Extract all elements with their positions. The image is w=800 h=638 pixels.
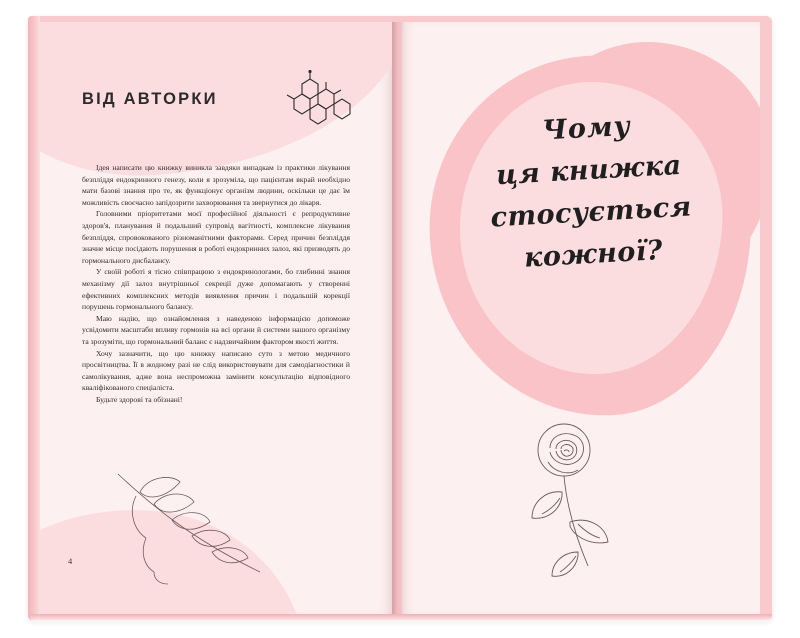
paragraph: Хочу зазначити, що цю книжку написано суто з метою медичного просвітництва. Її в жодному разі не слід використовувати для самодіагностики й самолікування, адже вона неспроможна замінити консультацію відповідного кваліфікованого спеціаліста. xyxy=(82,348,350,393)
heading-line: стосується xyxy=(489,191,693,234)
book-bottom-edge xyxy=(30,614,772,622)
rose-flower-icon xyxy=(502,418,672,593)
steroid-molecule-icon xyxy=(272,70,364,134)
paragraph: Маю надію, що ознайомлення з наведеною інформацією допоможе усвідомити масштаби впливу гормонів на всі органи й системи нашого організму та зрозуміти, що гормональний баланс є надзвичайним фактором якості життя. xyxy=(82,313,350,346)
book-spine-shadow xyxy=(392,22,404,614)
heading-line: ця книжка xyxy=(495,149,683,192)
heading-line: кожної? xyxy=(523,235,664,274)
paragraph: У своїй роботі я тісно співпрацюю з ендокринологами, бо глибинні знання механізму дії залоз внутрішньої секреції дуже допомагають у створенні ефективних комплексних методів виявлення причин і подальшій корекції порушень гормонального балансу. xyxy=(82,267,350,312)
page-number: 4 xyxy=(68,556,73,566)
paragraph: Ідея написати цю книжку виникла завдяки випадкам із практики лікування безпліддя ендокринного генезу, коли я зрозуміла, що пацієнтам вкрай необхідно мати базові знання про те, як функціонує організм людини, оскільки це дає їм можливість своєчасно запідозрити захворювання та звернутися до лікаря. xyxy=(82,163,350,207)
chapter-heading xyxy=(450,101,731,284)
paragraph: Будьте здорові та обізнані! xyxy=(96,394,183,404)
book-spine-edge xyxy=(28,16,40,620)
left-page xyxy=(40,22,392,614)
paragraph: Головними пріоритетами моєї професійної діяльності є репродуктивне здоров'я, планування й подальший супровід вагітності, комплексне лікування безпліддя, спровокованого різноманітними факторами. Серед причин безпліддя значне місце посідають порушення в роботі ендокринних залоз, які призводять до гормонального дисбалансу. xyxy=(82,209,350,265)
heading-line: Чому xyxy=(541,110,632,147)
right-page xyxy=(402,22,760,614)
author-note-body xyxy=(82,162,350,405)
page-title: ВІД АВТОРКИ xyxy=(82,90,218,108)
leaf-branch-icon xyxy=(110,468,270,588)
